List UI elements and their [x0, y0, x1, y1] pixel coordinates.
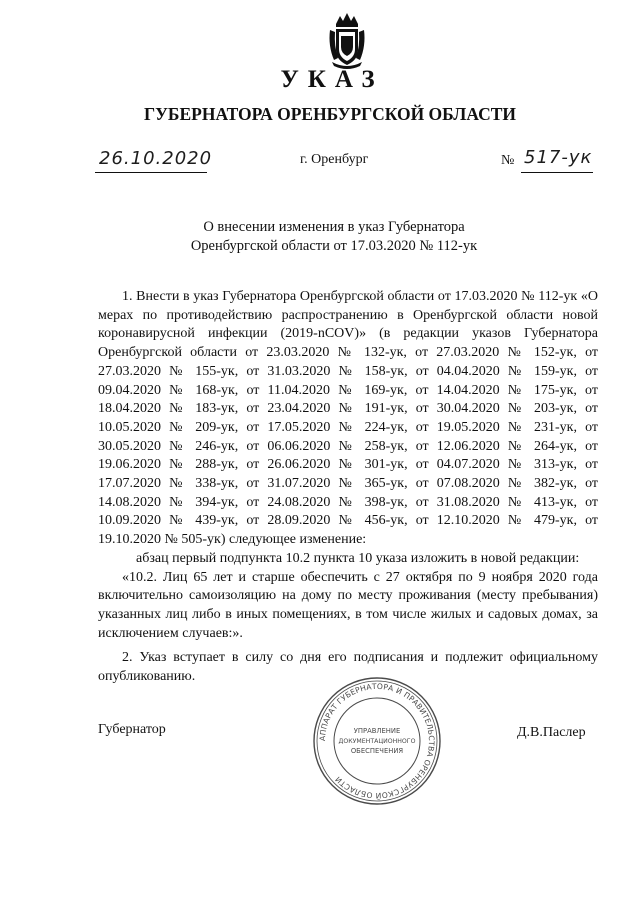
heading-line: О внесении изменения в указ Губернатора	[203, 219, 465, 235]
stamp-line: УПРАВЛЕНИЕ	[353, 727, 401, 735]
decree-body	[98, 288, 598, 687]
decree-heading	[0, 218, 640, 256]
paragraph-quoted-text: «10.2. Лиц 65 лет и старше обеспечить с 27 октября по 9 ноября 2020 года включительно самоизоляцию на дому по месту проживания (месту пребывания) указанных лиц либо в иных помещениях, в том числе жилых и садовых домах, за исключением случаев:».	[98, 569, 598, 641]
number-value: 517-ук	[524, 147, 593, 168]
signer-position: Губернатор	[98, 722, 166, 737]
document-title: УКАЗ	[280, 66, 384, 93]
document-subtitle: ГУБЕРНАТОРА ОРЕНБУРГСКОЙ ОБЛАСТИ	[143, 104, 517, 124]
number-field	[521, 148, 593, 173]
date-field	[95, 148, 213, 173]
stamp-line: ДОКУМЕНТАЦИОННОГО	[338, 738, 416, 745]
paragraph-instruction: абзац первый подпункта 10.2 пункта 10 указа изложить в новой редакции:	[136, 550, 580, 566]
coat-of-arms-icon	[326, 12, 368, 70]
number-block	[497, 148, 597, 172]
signer-name: Д.В.Паслер	[517, 725, 586, 740]
stamp-line: ОБЕСПЕЧЕНИЯ	[350, 747, 404, 755]
number-sign: №	[501, 153, 515, 168]
heading-line: Оренбургской области от 17.03.2020 № 112-ук	[190, 238, 478, 254]
official-stamp	[311, 675, 443, 807]
paragraph-entry-into-force: 2. Указ вступает в силу со дня его подписания и подлежит официальному опубликованию.	[98, 650, 598, 685]
date-value: 26.10.2020	[99, 148, 213, 169]
stamp-outer-text: АППАРАТ ГУБЕРНАТОРА И ПРАВИТЕЛЬСТВА ОРЕНБУРГСКОЙ ОБЛАСТИ	[317, 681, 437, 801]
paragraph-amendment: 1. Внести в указ Губернатора Оренбургской области от 17.03.2020 № 112-ук «О мерах по противодействию распространению в Оренбургской области новой коронавирусной инфекции (2019-nCOV)» (в редакции указов Губернатора Оренбургской области от 23.03.2020 № 132-ук, от 27.03.2020 № 152-ук, от 27.03.2020 № 155-ук, от 31.03.2020 № 158-ук, от 04.04.2020 № 159-ук, от 09.04.2020 № 168-ук, от 11.04.2020 № 169-ук, от 14.04.2020 № 175-ук, от 18.04.2020 № 183-ук, от 23.04.2020 № 191-ук, от 30.04.2020 № 203-ук, от 10.05.2020 № 209-ук, от 17.05.2020 № 224-ук, от 19.05.2020 № 231-ук, от 30.05.2020 № 246-ук, от 06.06.2020 № 258-ук, от 12.06.2020 № 264-ук, от 19.06.2020 № 288-ук, от 26.06.2020 № 301-ук, от 04.07.2020 № 313-ук, от 17.07.2020 № 338-ук, от 31.07.2020 № 365-ук, от 07.08.2020 № 382-ук, от 14.08.2020 № 394-ук, от 24.08.2020 № 398-ук, от 31.08.2020 № 413-ук, от 10.09.2020 № 439-ук, от 28.09.2020 № 456-ук, от 12.10.2020 № 479-ук, от 19.10.2020 № 505-ук) следующее изменение:	[98, 289, 598, 548]
city-label: г. Оренбург	[300, 152, 369, 167]
